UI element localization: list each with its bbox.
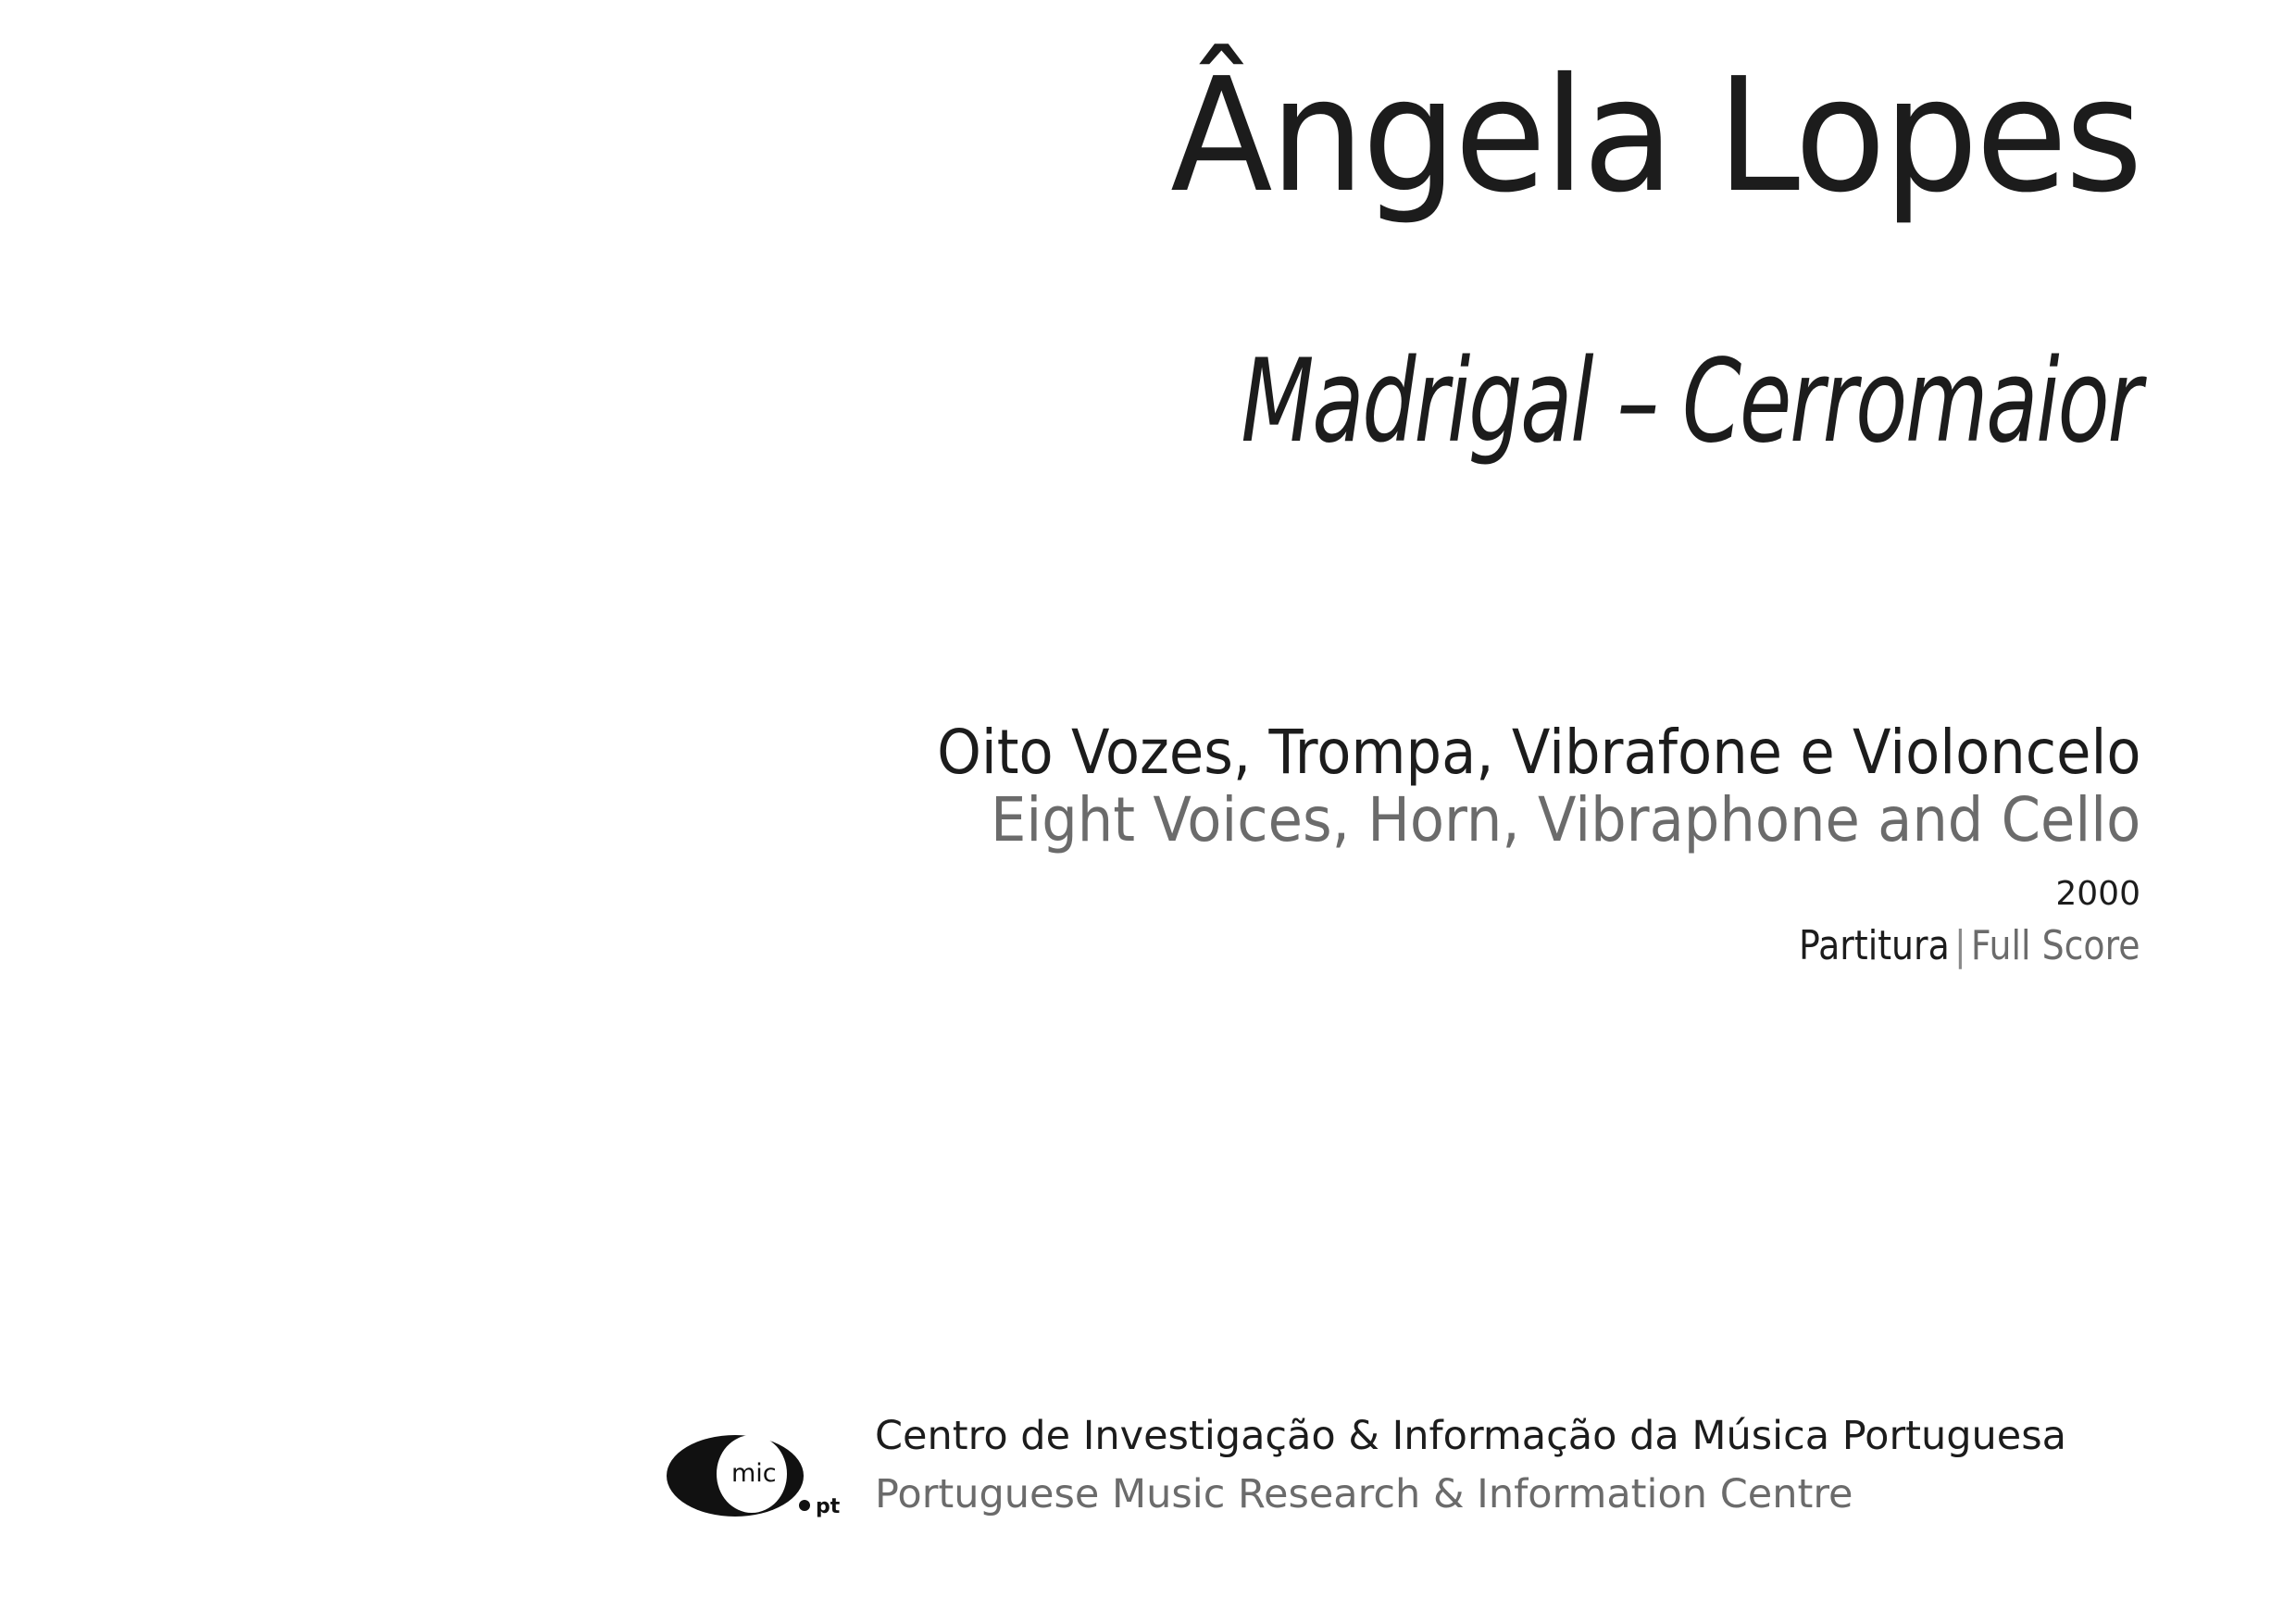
mic-logo [661,1429,846,1522]
score-type-separator: | [1954,922,1967,969]
instrumentation-portuguese: Oito Vozes, Trompa, Vibrafone e Violoncelo [936,717,2140,788]
mic-logo-text: mic [731,1459,777,1488]
score-type [1799,922,2140,969]
publisher-name-english: Portuguese Music Research & Information Centre [875,1471,1853,1517]
instrumentation-english: Eight Voices, Horn, Vibraphone and Cello [990,784,2140,855]
score-type-portuguese: Partitura [1799,922,1951,969]
mic-logo-suffix: pt [816,1495,841,1518]
composer-name: Ângela Lopes [1170,44,2140,228]
composition-year: 2000 [2055,875,2140,913]
work-title: Madrigal – Cerromaior [1241,335,2140,468]
publisher-name-portuguese: Centro de Investigação & Informação da Música Portuguesa [875,1413,2067,1459]
score-type-english: Full Score [1971,922,2140,969]
